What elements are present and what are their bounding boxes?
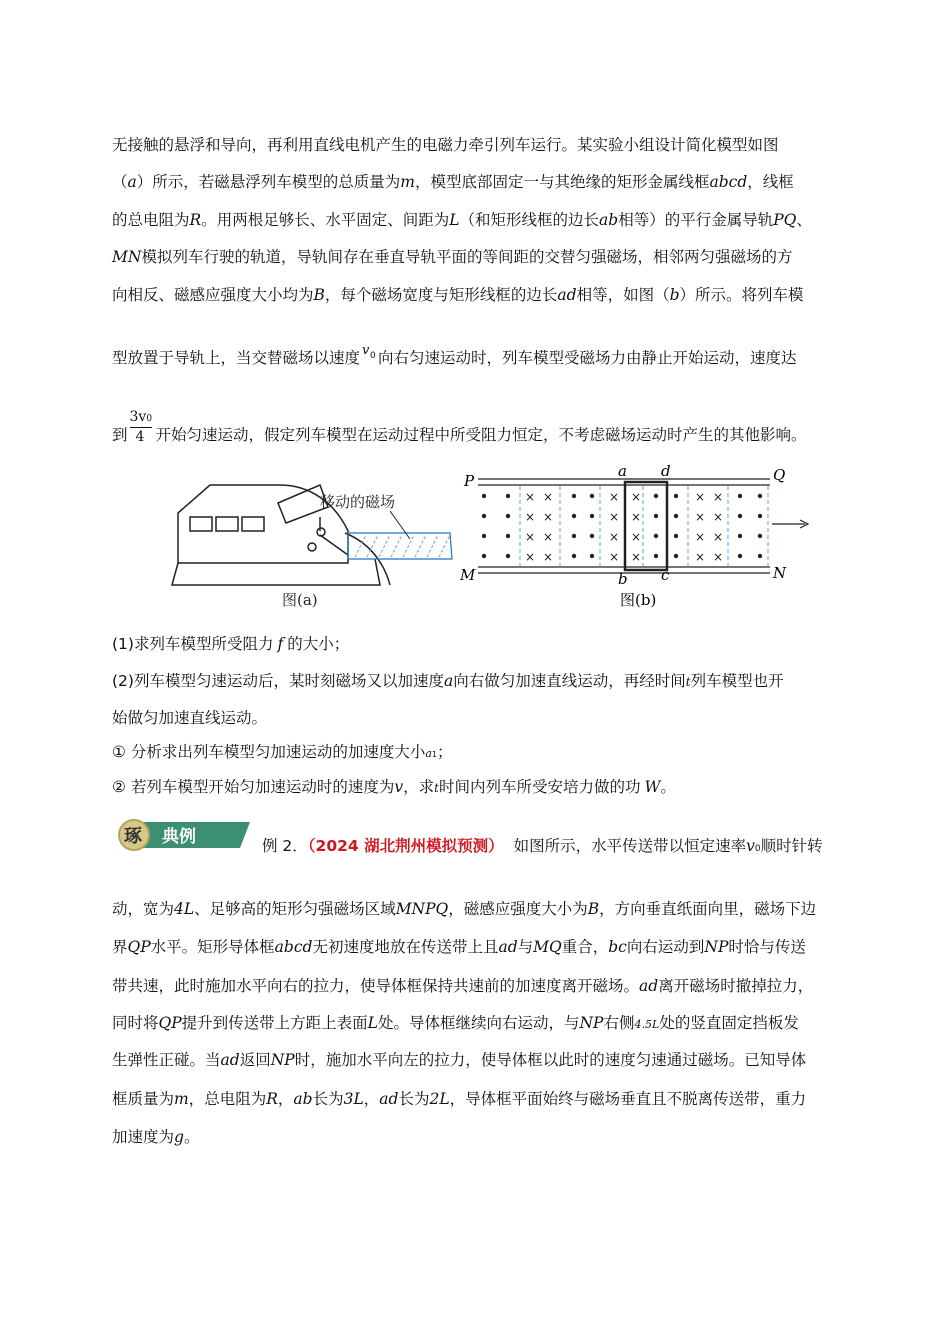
field-in-cross: × bbox=[609, 530, 620, 544]
text: ，求 bbox=[403, 778, 435, 796]
text: 无初速度地放在传送带上且 bbox=[312, 938, 499, 956]
text: 开始匀速运动，假定列车模型在运动过程中所受阻力恒定，不考虑磁场运动时产生的其他影响。 bbox=[155, 426, 807, 444]
field-out-dot bbox=[738, 554, 742, 558]
field-in-cross: × bbox=[695, 530, 706, 544]
math: 4L bbox=[174, 900, 195, 918]
math: NP bbox=[270, 1051, 295, 1069]
text: 时，施加水平向左的拉力，使导体框以此时的速度匀速通过磁场。已知导体 bbox=[294, 1051, 807, 1069]
question-2-1 bbox=[112, 740, 453, 762]
field-out-dot bbox=[482, 554, 486, 558]
text: ，每个磁场宽度与矩形线框的边长 bbox=[324, 286, 558, 304]
text: ② 若列车模型开始匀加速运动时的速度为 bbox=[112, 778, 395, 796]
math: B bbox=[587, 900, 600, 918]
field-out-dot bbox=[506, 554, 510, 558]
label-N: N bbox=[773, 564, 787, 582]
field-out-dot bbox=[482, 534, 486, 538]
badge-text: 典例 bbox=[162, 827, 196, 847]
field-out-dot bbox=[654, 494, 658, 498]
math: f bbox=[277, 635, 284, 653]
question-2-2 bbox=[112, 775, 676, 797]
text: 。用两根足够长、水平固定、间距为 bbox=[201, 211, 450, 229]
text: 列车模型也开 bbox=[690, 672, 784, 690]
text: (2)列车模型匀速运动后，某时刻磁场又以加速度 bbox=[112, 672, 444, 690]
field-out-dot bbox=[506, 514, 510, 518]
text: ，导体框平面始终与磁场垂直且不脱离传送带，重力 bbox=[449, 1090, 807, 1108]
math: g bbox=[174, 1128, 184, 1146]
text: 离开磁场时撤掉拉力， bbox=[658, 977, 814, 995]
math: R bbox=[189, 211, 202, 229]
label-d: d bbox=[661, 462, 671, 480]
field-out-dot bbox=[758, 494, 762, 498]
math: MNPQ bbox=[395, 900, 449, 918]
text: (1)求列车模型所受阻力 bbox=[112, 635, 274, 653]
field-in-cross: × bbox=[695, 510, 706, 524]
math: m bbox=[400, 173, 415, 191]
question-1 bbox=[112, 632, 349, 654]
label-P: P bbox=[464, 472, 475, 490]
text: ）所示。将列车模 bbox=[679, 286, 804, 304]
example-line-5 bbox=[112, 1011, 799, 1033]
field-in-cross: × bbox=[631, 530, 642, 544]
text: 加速度为 bbox=[112, 1128, 175, 1146]
example-line-3 bbox=[112, 935, 806, 957]
field-in-cross: × bbox=[713, 490, 724, 504]
field-out-dot bbox=[738, 514, 742, 518]
math: t bbox=[434, 781, 439, 795]
field-out-dot bbox=[506, 494, 510, 498]
example-line-8 bbox=[112, 1125, 199, 1147]
text: 时间内列车所受安培力做的功 bbox=[438, 778, 641, 796]
text: ， bbox=[363, 1090, 380, 1108]
label-M: M bbox=[460, 566, 476, 584]
field-out-dot bbox=[572, 534, 576, 538]
text: 型放置于导轨上，当交替磁场以速度 bbox=[112, 349, 361, 367]
text: 带共速，此时施加水平向右的拉力，使导体框保持共速前的加速度离开磁场。 bbox=[112, 977, 640, 995]
example-line-2 bbox=[112, 897, 816, 919]
math: W bbox=[644, 778, 661, 796]
field-out-dot bbox=[590, 534, 594, 538]
math: 4.5L bbox=[634, 1018, 660, 1031]
text-line bbox=[112, 343, 797, 368]
math: R bbox=[266, 1090, 278, 1108]
math: ad bbox=[639, 977, 659, 995]
math: v bbox=[362, 343, 370, 358]
example-line-6 bbox=[112, 1048, 806, 1070]
text: ， bbox=[277, 1090, 294, 1108]
field-in-cross: × bbox=[631, 510, 642, 524]
text: 例 2． bbox=[262, 837, 308, 855]
math: a bbox=[127, 173, 137, 191]
math: ad bbox=[557, 286, 577, 304]
math: 0 bbox=[754, 844, 761, 854]
math: ad bbox=[379, 1090, 399, 1108]
text: 无接触的悬浮和导向，再利用直线电机产生的电磁力牵引列车运行。某实验小组设计简化模型如图 bbox=[112, 136, 779, 154]
label-c: c bbox=[661, 566, 670, 584]
text: 。 bbox=[660, 778, 676, 796]
field-out-dot bbox=[674, 554, 678, 558]
math: 1 bbox=[431, 750, 437, 759]
text: 右侧 bbox=[603, 1014, 635, 1032]
field-in-cross: × bbox=[631, 550, 642, 564]
text: 到 bbox=[112, 426, 128, 444]
math: QP bbox=[127, 938, 151, 956]
text: 相等）的平行金属导轨 bbox=[618, 211, 774, 229]
math: a bbox=[443, 672, 454, 690]
text: （ bbox=[112, 173, 128, 191]
math: abcd bbox=[274, 938, 313, 956]
field-out-dot bbox=[738, 494, 742, 498]
field-out-dot bbox=[482, 514, 486, 518]
text: 、 bbox=[796, 211, 812, 229]
field-out-dot bbox=[738, 534, 742, 538]
field-out-dot bbox=[572, 514, 576, 518]
field-out-dot bbox=[590, 514, 594, 518]
field-in-cross: × bbox=[609, 490, 620, 504]
field-out-dot bbox=[654, 534, 658, 538]
field-in-cross: × bbox=[525, 550, 536, 564]
math: PQ bbox=[773, 211, 797, 229]
fraction-denominator: 4 bbox=[135, 428, 145, 445]
text: 框质量为 bbox=[112, 1090, 175, 1108]
text: ，模型底部固定一与其绝缘的矩形金属线框 bbox=[414, 173, 710, 191]
text: （和矩形线框的边长 bbox=[459, 211, 600, 229]
text: ）所示，若磁悬浮列车模型的总质量为 bbox=[136, 173, 401, 191]
field-in-cross: × bbox=[525, 510, 536, 524]
label-a: a bbox=[618, 462, 627, 480]
math: L bbox=[367, 1014, 378, 1032]
math: ad bbox=[220, 1051, 240, 1069]
text: 重合， bbox=[561, 938, 609, 956]
field-out-dot bbox=[758, 534, 762, 538]
field-in-cross: × bbox=[543, 530, 554, 544]
text: 向右匀速运动时，列车模型受磁场力由静止开始运动，速度达 bbox=[378, 349, 797, 367]
question-2 bbox=[112, 669, 784, 691]
text: 界 bbox=[112, 938, 128, 956]
text: ，线框 bbox=[747, 173, 794, 191]
figure-b-caption: 图(b) bbox=[620, 591, 657, 609]
field-out-dot bbox=[572, 494, 576, 498]
text: 相等，如图（ bbox=[576, 286, 670, 304]
math: NP bbox=[579, 1014, 604, 1032]
text: ，总电阻为 bbox=[188, 1090, 267, 1108]
field-in-cross: × bbox=[525, 490, 536, 504]
text: 始做匀加速直线运动。 bbox=[112, 709, 268, 727]
text: 向右做匀加速直线运动，再经时间 bbox=[453, 672, 686, 690]
field-in-cross: × bbox=[543, 490, 554, 504]
math: MQ bbox=[533, 938, 562, 956]
math: 0 bbox=[146, 413, 153, 424]
field-out-dot bbox=[654, 514, 658, 518]
math: 3v bbox=[129, 408, 147, 425]
field-out-dot bbox=[482, 494, 486, 498]
text: 、足够高的矩形匀强磁场区域 bbox=[194, 900, 396, 918]
example-line-7 bbox=[112, 1087, 806, 1109]
example-line-4 bbox=[112, 974, 813, 996]
field-out-dot bbox=[758, 514, 762, 518]
text: 处的竖直固定挡板发 bbox=[659, 1014, 799, 1032]
text: 动，宽为 bbox=[112, 900, 175, 918]
math: ad bbox=[498, 938, 518, 956]
text-line bbox=[112, 133, 779, 155]
example-badge bbox=[116, 817, 254, 851]
text: ； bbox=[436, 743, 453, 761]
text-line bbox=[112, 170, 794, 192]
text: 。 bbox=[183, 1128, 200, 1146]
label-Q: Q bbox=[773, 466, 786, 484]
field-out-dot bbox=[674, 534, 678, 538]
fraction-numerator bbox=[130, 409, 153, 425]
field-in-cross: × bbox=[609, 550, 620, 564]
math: a bbox=[425, 747, 432, 760]
example-source: （2024 湖北荆州模拟预测） bbox=[307, 837, 504, 855]
text: 向相反、磁感应强度大小均为 bbox=[112, 286, 314, 304]
fraction-3v0-over-4 bbox=[128, 408, 156, 445]
math: NP bbox=[704, 938, 729, 956]
field-in-cross: × bbox=[525, 530, 536, 544]
field-in-cross: × bbox=[543, 510, 554, 524]
figure-a bbox=[170, 473, 460, 613]
badge-seal-text: 琢 bbox=[124, 826, 142, 847]
math: v bbox=[746, 837, 755, 855]
figure-a-caption: 图(a) bbox=[282, 591, 318, 609]
math: 2L bbox=[429, 1090, 450, 1108]
text-line bbox=[112, 283, 804, 305]
field-in-cross: × bbox=[543, 550, 554, 564]
field-out-dot bbox=[572, 554, 576, 558]
field-in-cross: × bbox=[713, 510, 724, 524]
text: 向右运动到 bbox=[626, 938, 705, 956]
field-out-dot bbox=[674, 514, 678, 518]
text: 如图所示，水平传送带以恒定速率 bbox=[513, 837, 747, 855]
text: 返回 bbox=[239, 1051, 271, 1069]
text: ，方向垂直纸面向里，磁场下边 bbox=[599, 900, 817, 918]
field-out-dot bbox=[506, 534, 510, 538]
field-out-dot bbox=[654, 554, 658, 558]
figure-a-label: 移动的磁场 bbox=[320, 493, 396, 511]
text: 长为 bbox=[398, 1090, 430, 1108]
text-line bbox=[112, 208, 812, 230]
field-in-cross: × bbox=[713, 530, 724, 544]
math: t bbox=[685, 675, 691, 689]
field-out-dot bbox=[590, 494, 594, 498]
math: L bbox=[449, 211, 460, 229]
text: 的大小； bbox=[287, 635, 350, 653]
field-in-cross: × bbox=[713, 550, 724, 564]
label-b: b bbox=[618, 570, 628, 588]
fraction-bar bbox=[130, 427, 152, 428]
math: 0 bbox=[370, 351, 376, 361]
field-out-dot bbox=[758, 554, 762, 558]
text: 时恰与传送 bbox=[728, 938, 806, 956]
field-in-cross: × bbox=[609, 510, 620, 524]
math: ab bbox=[599, 211, 619, 229]
field-in-cross: × bbox=[695, 490, 706, 504]
field-out-dot bbox=[590, 554, 594, 558]
text: 顺时针转 bbox=[760, 837, 823, 855]
math: ab bbox=[293, 1090, 313, 1108]
text: 模拟列车行驶的轨道，导轨间存在垂直导轨平面的等间距的交替匀强磁场，相邻两匀强磁场的方 bbox=[141, 248, 793, 266]
text: 水平。矩形导体框 bbox=[150, 938, 275, 956]
text: 的总电阻为 bbox=[112, 211, 190, 229]
math: B bbox=[313, 286, 325, 304]
text: 生弹性正碰。当 bbox=[112, 1051, 221, 1069]
math: abcd bbox=[709, 173, 748, 191]
math: 3L bbox=[343, 1090, 364, 1108]
math: m bbox=[174, 1090, 189, 1108]
text-line bbox=[112, 408, 807, 445]
math: bc bbox=[608, 938, 627, 956]
math: v bbox=[394, 778, 404, 796]
text-line bbox=[112, 245, 792, 267]
math: QP bbox=[158, 1014, 182, 1032]
math: MN bbox=[112, 248, 142, 266]
text: 同时将 bbox=[112, 1014, 159, 1032]
example-line-1 bbox=[262, 834, 823, 856]
text: 长为 bbox=[312, 1090, 344, 1108]
text: 提升到传送带上方距上表面 bbox=[181, 1014, 368, 1032]
text: 处。导体框继续向右运动，与 bbox=[377, 1014, 580, 1032]
figure-b bbox=[460, 462, 820, 612]
field-in-cross: × bbox=[631, 490, 642, 504]
field-out-dot bbox=[674, 494, 678, 498]
text: 与 bbox=[517, 938, 534, 956]
text: ① 分析求出列车模型匀加速运动的加速度大小 bbox=[112, 743, 426, 761]
field-in-cross: × bbox=[695, 550, 706, 564]
text: ，磁感应强度大小为 bbox=[448, 900, 588, 918]
math: b bbox=[669, 286, 680, 304]
question-2-cont bbox=[112, 706, 267, 728]
